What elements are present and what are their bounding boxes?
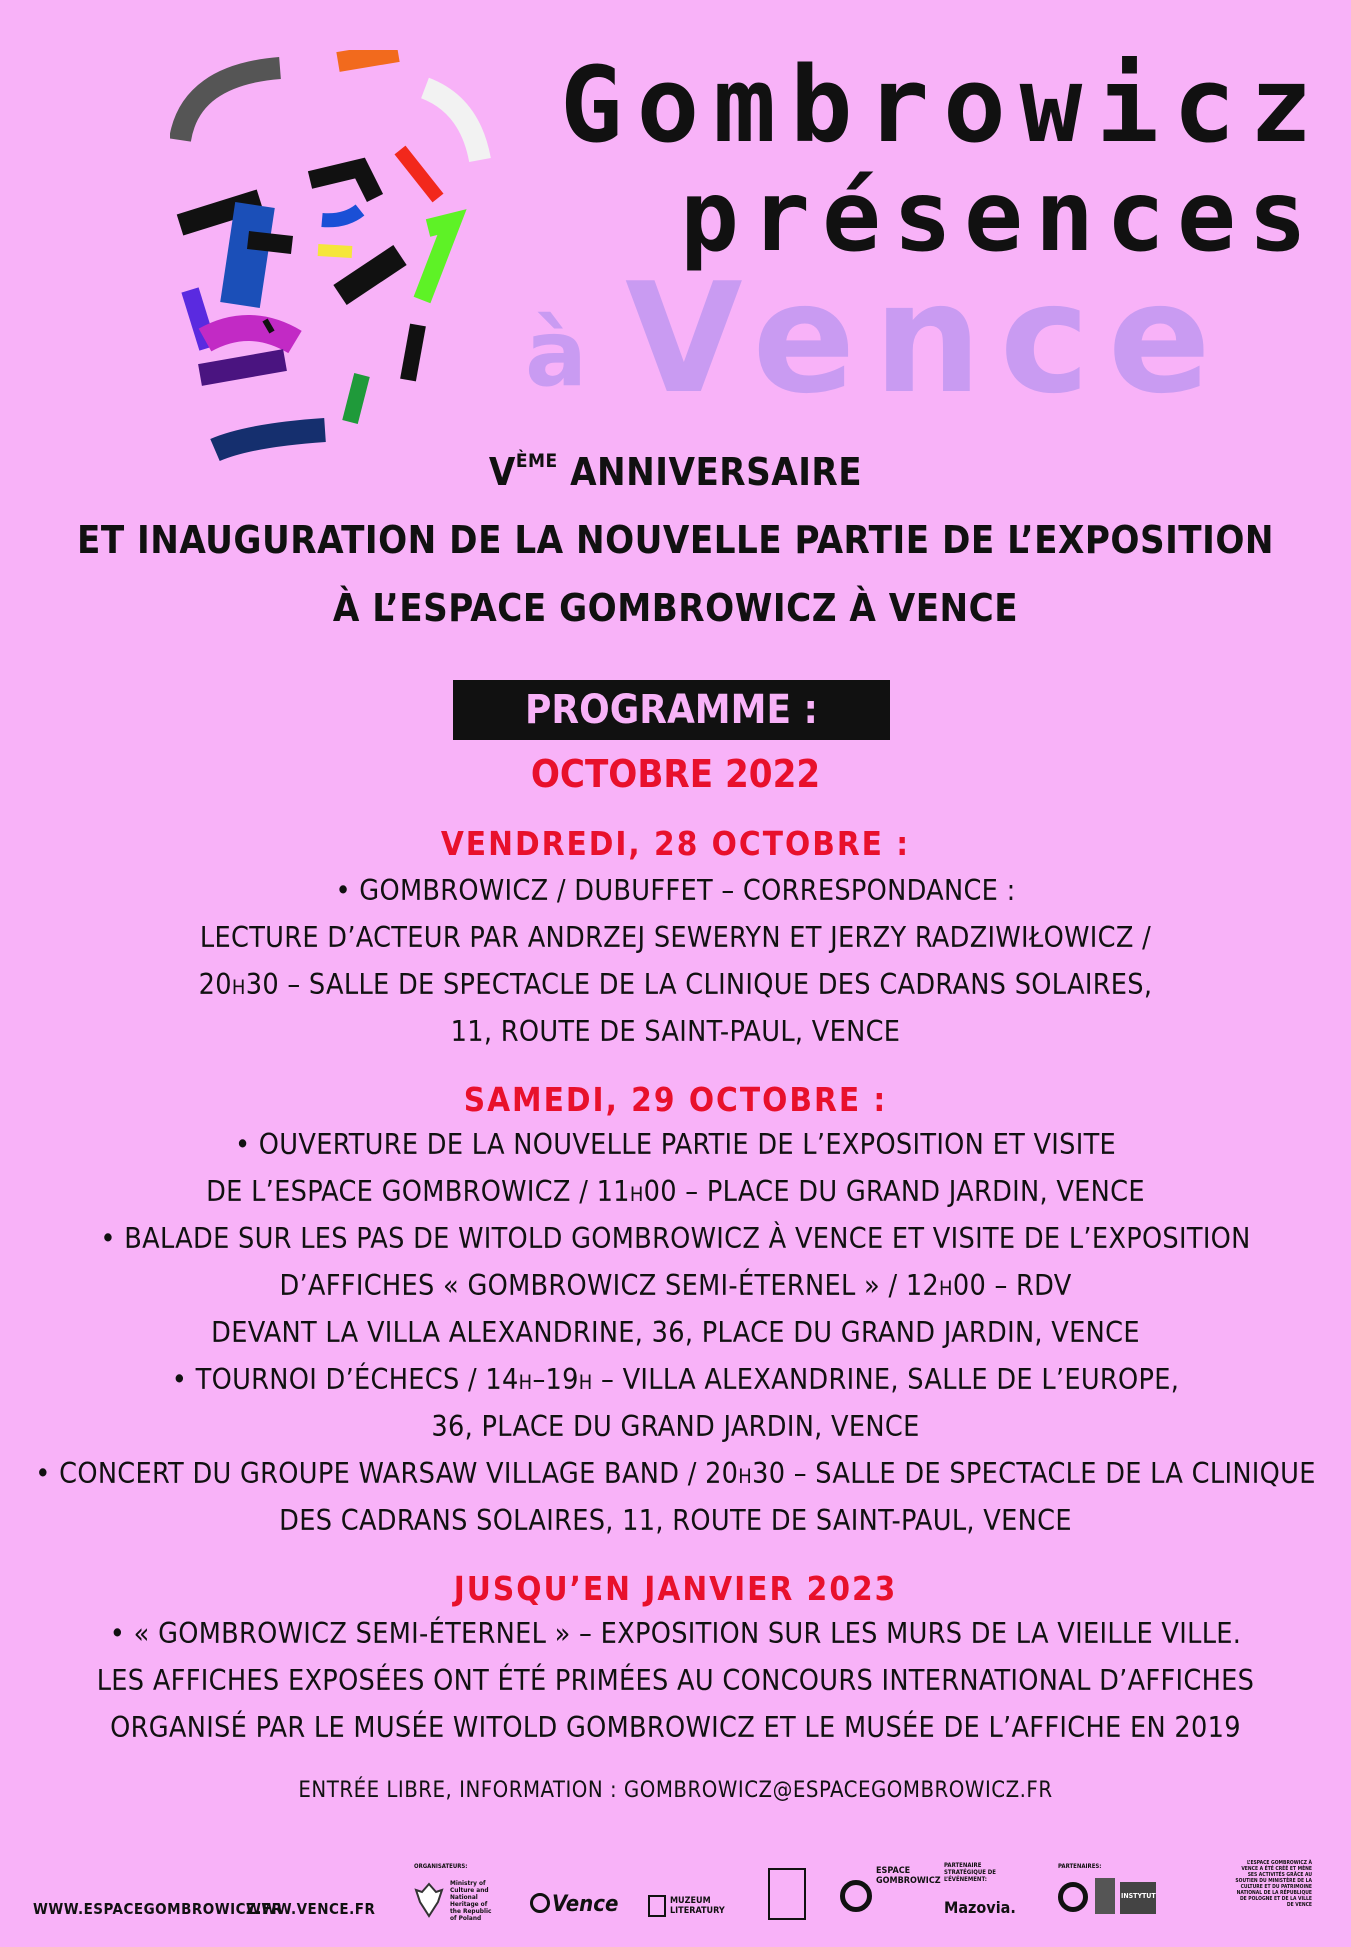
january-line-2: LES AFFICHES EXPOSÉES ONT ÉTÉ PRIMÉES AU CONCOURS INTERNATIONAL D’AFFICHES [96,1664,1255,1697]
espace-logo-icon [840,1880,872,1912]
saturday-line-6 [0,1363,1351,1396]
day-friday: VENDREDI, 28 OCTOBRE : [440,824,911,863]
title-a: à [525,300,588,407]
time-h: H [231,975,246,999]
espace-line: À L’ESPACE GOMBROWICZ À VENCE [332,586,1019,630]
museum-gombrowicz-logo-icon [768,1868,806,1920]
friday-line-4: 11, ROUTE DE SAINT-PAUL, VENCE [450,1015,901,1048]
title-gombrowicz: Gombrowicz [560,44,1327,166]
friday-line-3 [0,968,1351,1001]
january-line-1: • « GOMBROWICZ SEMI-ÉTERNEL » – EXPOSITION SUR LES MURS DE LA VIEILLE VILLE. [109,1617,1242,1650]
text-part: –19 [532,1363,579,1396]
saturday-line-5: DEVANT LA VILLA ALEXANDRINE, 36, PLACE DU GRAND JARDIN, VENCE [211,1316,1140,1349]
info-line: ENTRÉE LIBRE, INFORMATION : GOMBROWICZ@ESPACEGOMBROWICZ.FR [298,1778,1053,1803]
time-h: H [738,1464,753,1488]
polish-eagle-icon [414,1880,444,1920]
anniversary-eme: ÈME [515,450,558,472]
saturday-line-7: 36, PLACE DU GRAND JARDIN, VENCE [431,1410,920,1443]
mazovia-logo: Mazovia. [944,1898,1016,1917]
title-vence: Vence [625,250,1229,427]
partner-logo-icon [1058,1882,1088,1912]
saturday-line-3: • BALADE SUR LES PAS DE WITOLD GOMBROWICZ À VENCE ET VISITE DE L’EXPOSITION [100,1222,1251,1255]
website-espace-link[interactable]: WWW.ESPACEGOMBROWICZ.FR [33,1900,283,1918]
anniversary-rest: ANNIVERSAIRE [557,450,863,494]
text-part: 00 – RDV [952,1269,1072,1302]
website-vence-link[interactable]: WWW.VENCE.FR [246,1900,376,1918]
text-part: • CONCERT DU GROUPE WARSAW VILLAGE BAND / 20 [35,1457,739,1490]
espace-logo-text: ESPACE GOMBROWICZ [876,1866,941,1886]
partenaires-label: PARTENAIRES: [1058,1863,1102,1870]
programme-label: PROGRAMME : [453,680,890,740]
museum-logo-text: MUZEUM LITERATURY [670,1896,725,1916]
text-part: DE L’ESPACE GOMBROWICZ / 11 [206,1175,630,1208]
friday-line-1: • GOMBROWICZ / DUBUFFET – CORRESPONDANCE : [335,874,1016,907]
january-line-3: ORGANISÉ PAR LE MUSÉE WITOLD GOMBROWICZ ET LE MUSÉE DE L’AFFICHE EN 2019 [110,1711,1241,1744]
time-h: H [939,1276,953,1300]
anniversary-v: V [488,450,516,494]
saturday-line-8 [0,1457,1351,1490]
vence-logo [530,1892,618,1917]
text-part: 30 – SALLE DE SPECTACLE DE LA CLINIQUE [752,1457,1316,1490]
title-presences: présences [680,160,1320,274]
vence-logo-icon [530,1893,550,1913]
anniversary-line [0,450,1351,494]
friday-line-2: LECTURE D’ACTEUR PAR ANDRZEJ SEWERYN ET JERZY RADZIWIŁOWICZ / [199,921,1152,954]
ministry-logo-text: Ministry of Culture and National Heritage of the Republic of Poland [450,1879,492,1922]
text-part: 00 – PLACE DU GRAND JARDIN, VENCE [643,1175,1145,1208]
strategic-partner-label: PARTENAIRE STRATÉGIQUE DE L’ÉVÉNEMENT: [944,1862,996,1883]
credit-text: L’ESPACE GOMBROWICZ À VENCE A ÉTÉ CRÉÉ ET MÈNE SES ACTIVITÉS GRÂCE AU SOUTIEN DU MINISTÈRE DE LA CULTURE ET DU PATRIMOINE NATIONAL DE LA RÉPUBLIQUE DE POLOGNE ET DE LA VILLE DE VENCE [1235,1860,1312,1908]
text-part: • TOURNOI D’ÉCHECS / 14 [171,1363,519,1396]
text-part: – VILLA ALEXANDRINE, SALLE DE L’EUROPE, [592,1363,1180,1396]
saturday-line-4 [0,1269,1351,1302]
saturday-line-2 [0,1175,1351,1208]
day-until-january: JUSQU’EN JANVIER 2023 [453,1569,898,1608]
saturday-line-1: • OUVERTURE DE LA NOUVELLE PARTIE DE L’EXPOSITION ET VISITE [234,1128,1117,1161]
gombrowicz-face-illustration [170,50,510,470]
day-saturday: SAMEDI, 29 OCTOBRE : [463,1080,888,1119]
saturday-line-9: DES CADRANS SOLAIRES, 11, ROUTE DE SAINT-PAUL, VENCE [279,1504,1072,1537]
month-label: OCTOBRE 2022 [530,752,821,796]
time-part: 20 [198,968,232,1001]
text-part: D’AFFICHES « GOMBROWICZ SEMI-ÉTERNEL » / 12 [279,1269,940,1302]
time-h: H [629,1182,644,1206]
inauguration-line: ET INAUGURATION DE LA NOUVELLE PARTIE DE L’EXPOSITION [76,518,1274,562]
organisateurs-label: ORGANISATEURS: [414,1863,468,1870]
museum-logo-icon [648,1895,666,1917]
time-rest: 30 – SALLE DE SPECTACLE DE LA CLINIQUE DES CADRANS SOLAIRES, [245,968,1153,1001]
vence-logo-text: Vence [552,1892,619,1917]
time-h: H [578,1370,593,1394]
time-h: H [518,1370,533,1394]
partner-logo-icon [1095,1878,1115,1914]
instytut-logo-text: INSTYTUT [1121,1892,1156,1900]
